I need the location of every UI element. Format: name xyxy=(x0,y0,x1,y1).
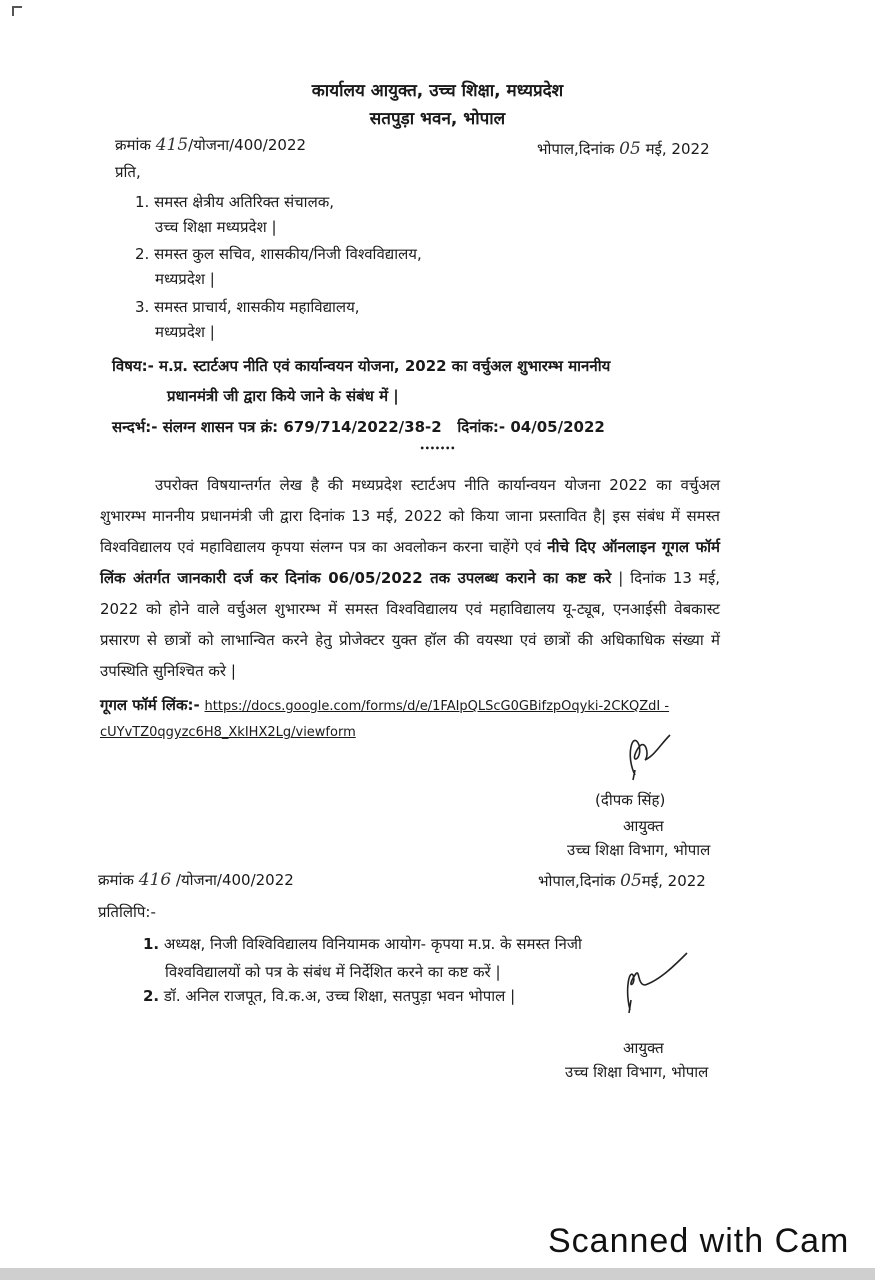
date-suffix: मई, 2022 xyxy=(645,140,710,158)
copy-item-1 xyxy=(143,930,582,986)
recipient-2 xyxy=(135,242,422,292)
date-day: 05 xyxy=(620,871,642,891)
recipient-line: समस्त कुल सचिव, शासकीय/निजी विश्वविद्यालय, xyxy=(154,245,422,263)
ref-prefix: क्रमांक xyxy=(115,136,151,154)
form-label: गूगल फॉर्म लिंक:- xyxy=(100,696,200,714)
item-line: विश्वविद्यालयों को पत्र के संबंध में निर्देशित करने का कष्ट करें | xyxy=(165,963,501,981)
recipient-number: 3. xyxy=(135,298,150,316)
copy-signatory-title: आयुक्त xyxy=(623,1039,664,1057)
ref-number: 416 xyxy=(138,870,172,890)
item-number: 2. xyxy=(143,987,160,1005)
item-number: 1. xyxy=(143,935,160,953)
recipient-number: 1. xyxy=(135,193,150,211)
signature-2 xyxy=(615,945,695,1015)
letter-reference xyxy=(115,135,306,155)
separator: ••••••• xyxy=(419,444,456,453)
recipient-line: समस्त क्षेत्रीय अतिरिक्त संचालक, xyxy=(154,193,335,211)
copy-date xyxy=(538,871,706,891)
recipient-line: मध्यप्रदेश | xyxy=(155,270,215,288)
google-form-link xyxy=(100,693,669,745)
recipient-1 xyxy=(135,190,334,240)
date-prefix: भोपाल,दिनांक xyxy=(537,140,615,158)
body-text: | दिनांक 13 मई, 2022 को होने वाले वर्चुअल शुभारम्भ में समस्त विश्वविद्यालय एवं महाविद्यालय यू-ट्यूब, एनआईसी वेबकास्ट प्रसारण से छात्रों को लाभान्वित करने हेतु प्रोजेक्टर युक्त हॉल की वयस्था एवं छात्रों की अधिकाधिक संख्या में उपस्थिति सुनिश्चित करे | xyxy=(100,569,720,680)
recipient-number: 2. xyxy=(135,245,150,263)
form-link-line-1[interactable]: https://docs.google.com/forms/d/e/1FAIpQLScG0GBifzpOqyki-2CKQZdI - xyxy=(204,699,670,714)
subject-line-1: विषय:- म.प्र. स्टार्टअप नीति एवं कार्यान्वयन योजना, 2022 का वर्चुअल शुभारम्भ माननीय xyxy=(112,357,611,375)
scanner-watermark: Scanned with Cam xyxy=(548,1222,850,1260)
scan-mark xyxy=(12,6,22,16)
signature-1 xyxy=(615,725,675,785)
page-bottom-edge xyxy=(0,1268,875,1280)
date-day: 05 xyxy=(619,139,641,159)
signatory-name: (दीपक सिंह) xyxy=(595,791,666,809)
date-suffix: मई, 2022 xyxy=(641,872,706,890)
copy-reference xyxy=(98,870,294,890)
recipient-3 xyxy=(135,295,360,345)
recipient-line: मध्यप्रदेश | xyxy=(155,323,215,341)
copy-item-2 xyxy=(143,986,515,1006)
copy-label: प्रतिलिपि:- xyxy=(98,903,156,921)
signatory-dept: उच्च शिक्षा विभाग, भोपाल xyxy=(567,841,711,859)
to-label: प्रति, xyxy=(115,163,141,181)
recipient-line: समस्त प्राचार्य, शासकीय महाविद्यालय, xyxy=(154,298,360,316)
office-address: सतपुड़ा भवन, भोपाल xyxy=(369,109,506,129)
copy-signatory-dept: उच्च शिक्षा विभाग, भोपाल xyxy=(565,1063,709,1081)
office-title: कार्यालय आयुक्त, उच्च शिक्षा, मध्यप्रदेश xyxy=(311,81,564,101)
body-text: उपरोक्त विषयान्तर्गत लेख है की मध्यप्रदेश स्टार्टअप नीति कार्यान्वयन योजना 2022 का वर्चुअल शुभारम्भ माननीय प्रधानमंत्री जी द्वारा दिनांक 13 मई, 2022 को किया जाना प्रस्तावित है| इस संबंध में समस्त विश्वविद्यालय एवं महाविद्यालय कृपया संलग्न पत्र का अवलोकन करना चाहेंगे एवं xyxy=(100,476,720,556)
reference-line: सन्दर्भ:- संलग्न शासन पत्र क्रं: 679/714/2022/38-2 दिनांक:- 04/05/2022 xyxy=(112,418,605,436)
subject-line-2: प्रधानमंत्री जी द्वारा किये जाने के संबंध में | xyxy=(167,387,399,405)
body-paragraph xyxy=(100,470,720,687)
ref-suffix: /योजना/400/2022 xyxy=(175,871,294,889)
signatory-title: आयुक्त xyxy=(623,817,664,835)
ref-suffix: /योजना/400/2022 xyxy=(188,136,307,154)
ref-prefix: क्रमांक xyxy=(98,871,134,889)
form-link-line-2[interactable]: cUYvTZ0qgyzc6H8_XkIHX2Lg/viewform xyxy=(100,725,356,740)
date-prefix: भोपाल,दिनांक xyxy=(538,872,616,890)
ref-number: 415 xyxy=(155,135,189,155)
body-bold-text: नीचे दिए ऑनलाइन गूगल फॉर्म लिंक अंतर्गत जानकारी दर्ज कर दिनांक 06/05/2022 तक उपलब्ध कराने का कष्ट करे xyxy=(100,538,720,587)
item-line: डॉ. अनिल राजपूत, वि.क.अ, उच्च शिक्षा, सतपुड़ा भवन भोपाल | xyxy=(163,987,516,1005)
letter-date xyxy=(537,139,710,159)
recipient-line: उच्च शिक्षा मध्यप्रदेश | xyxy=(155,218,277,236)
item-line: अध्यक्ष, निजी विश्विविद्यालय विनियामक आयोग- कृपया म.प्र. के समस्त निजी xyxy=(163,935,582,953)
